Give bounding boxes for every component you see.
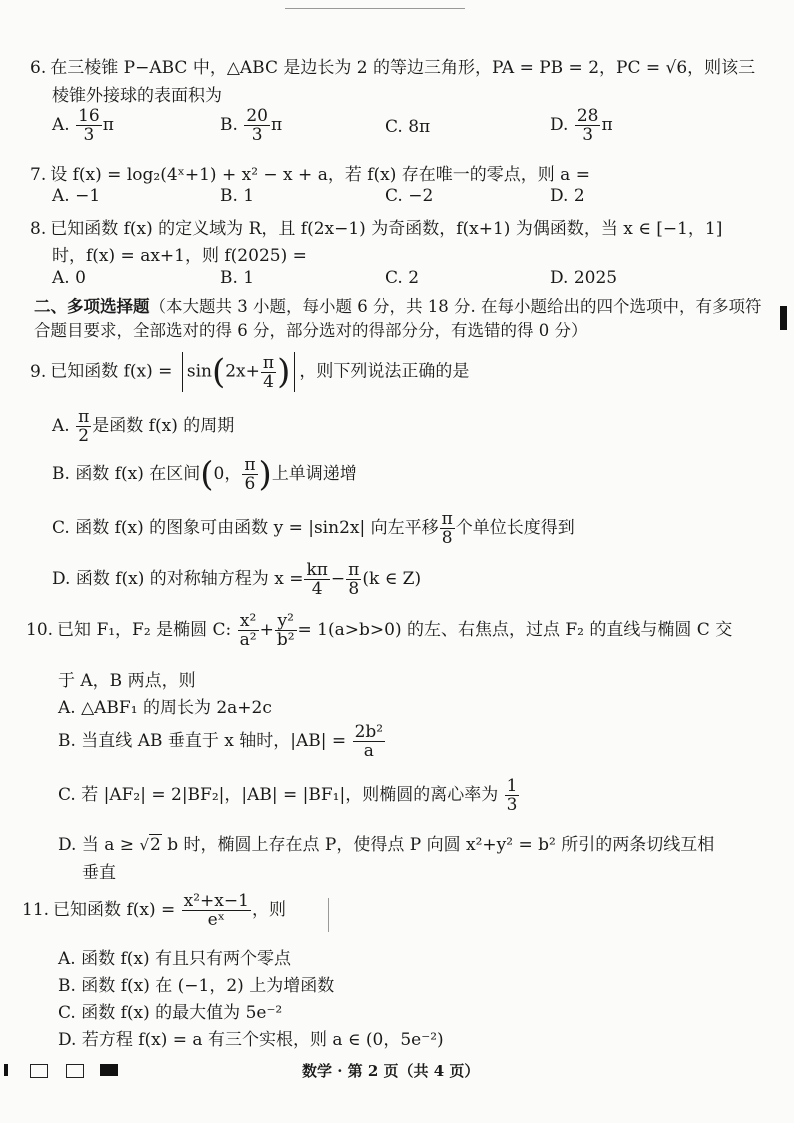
q9-d-den1: 4	[311, 579, 323, 599]
q9-option-b	[52, 456, 357, 493]
q9-option-c	[52, 510, 575, 547]
q10-c-text: C. 若 |AF₂| = 2|BF₂|，|AB| = |BF₁|，则椭圆的离心率为	[58, 785, 499, 805]
q9-option-d	[52, 561, 421, 598]
q10-stem-pre: 已知 F₁，F₂ 是椭圆 C:	[57, 620, 232, 640]
q6-c-text: 8π	[408, 117, 431, 137]
q9-stem-pre: 已知函数 f(x) =	[50, 361, 173, 382]
q8-line1	[30, 214, 722, 239]
q11-option-b: B. 函数 f(x) 在 (−1，2) 上为增函数	[58, 976, 335, 996]
q9-stem-post: ，则下列说法正确的是	[299, 361, 470, 382]
q10-c-num: 1	[506, 776, 518, 796]
q11-stem	[22, 892, 286, 929]
q10-y-fraction	[275, 612, 297, 649]
q9-d-label: D.	[52, 569, 71, 589]
q6-d-label: D.	[550, 115, 569, 135]
q9-c-fraction	[440, 510, 455, 547]
q10-plus: +	[259, 620, 274, 640]
q10-b-num: 2b²	[354, 722, 384, 742]
q6-a-label: A.	[52, 115, 70, 135]
q11-option-d: D. 若方程 f(x) = a 有三个实根，则 a ∈ (0，5e⁻²)	[58, 1030, 444, 1050]
q9-b-tail: 上单调递增	[271, 464, 357, 484]
q6-option-b	[220, 107, 282, 144]
q9-a-label: A.	[52, 416, 70, 436]
q9-sin: sin	[186, 361, 212, 382]
q9-c-text: 函数 f(x) 的图象可由函数 y = |sin2x| 向左平移	[75, 518, 439, 538]
q9-c-label: C.	[52, 518, 70, 538]
q9-b-paren-left: (	[200, 454, 214, 495]
q6-a-tail: π	[102, 115, 114, 135]
q6-option-d	[550, 107, 613, 144]
q8-stem-line2: 时，f(x) = ax+1，则 f(2025) =	[52, 246, 307, 266]
q10-b-text: B. 当直线 AB 垂直于 x 轴时，|AB| =	[58, 731, 347, 751]
q10-d-post: b 时，椭圆上存在点 P，使得点 P 向圆 x²+y² = b² 所引的两条切线互相	[161, 835, 715, 855]
q6-b-label: B.	[220, 115, 238, 135]
section-2-title: 二、多项选择题	[34, 297, 150, 316]
q11-stem-post: ，则	[251, 900, 286, 920]
q11-option-c: C. 函数 f(x) 的最大值为 5e⁻²	[58, 1003, 283, 1023]
q10-stem-line2: 于 A，B 两点，则	[58, 671, 196, 691]
q9-d-minus: −	[330, 569, 346, 589]
q9-d-text: 函数 f(x) 的对称轴方程为 x =	[75, 569, 304, 589]
q10-d-sqrt: 2	[150, 835, 161, 855]
q9-a-text: 是函数 f(x) 的周期	[92, 416, 235, 436]
q6-a-num: 16	[78, 106, 100, 126]
q6-stem-line1: 在三棱锥 P−ABC 中，△ABC 是边长为 2 的等边三角形，PA = PB = 2，PC = √6，则该三	[50, 58, 756, 78]
top-rule	[285, 8, 465, 9]
q10-b-den: a	[363, 741, 374, 761]
q6-c-label: C.	[385, 117, 403, 137]
q6-b-tail: π	[270, 115, 283, 135]
q6-option-c	[385, 117, 430, 137]
q6-b-fraction	[244, 107, 270, 144]
q8-number: 8.	[30, 219, 47, 239]
q10-number: 10.	[26, 620, 54, 640]
q10-option-c	[58, 777, 520, 814]
q9-d-tail: (k ∈ Z)	[362, 569, 422, 589]
q10-option-b	[58, 723, 386, 760]
q11-fraction	[182, 892, 251, 929]
q9-stem	[30, 352, 469, 392]
q11-denominator: eˣ	[207, 910, 225, 930]
q6-line1	[30, 53, 755, 78]
q9-d-num1: kπ	[306, 560, 328, 580]
q6-b-den: 3	[251, 125, 263, 145]
q10-stem	[26, 612, 732, 649]
q6-d-den: 3	[582, 125, 594, 145]
q7-option-d: D. 2	[550, 186, 585, 206]
q9-option-a	[52, 408, 234, 445]
q9-b-label: B.	[52, 464, 70, 484]
footer-box-2	[66, 1064, 84, 1078]
q9-c-num: π	[441, 509, 453, 529]
q10-stem-post: = 1(a>b>0) 的左、右焦点，过点 F₂ 的直线与椭圆 C 交	[297, 620, 733, 640]
q6-d-tail: π	[601, 115, 613, 135]
q9-a-fraction	[76, 408, 91, 445]
q7-stem	[30, 160, 590, 185]
q10-y2: y²	[275, 612, 297, 631]
q9-abs-right	[294, 352, 295, 392]
q9-b-paren-right: )	[258, 454, 272, 495]
footer-mark-small	[4, 1064, 8, 1076]
q6-option-a	[52, 107, 114, 144]
q8-option-b: B. 1	[220, 268, 255, 288]
section-2-header	[34, 295, 764, 343]
q8-option-a: A. 0	[52, 268, 86, 288]
margin-tick	[328, 898, 329, 932]
q6-d-fraction	[575, 107, 601, 144]
q9-d-den2: 8	[348, 579, 360, 599]
q9-four: 4	[263, 371, 274, 392]
q9-paren-right: )	[277, 352, 291, 392]
footer-box-1	[30, 1064, 48, 1078]
q7-option-b: B. 1	[220, 186, 255, 206]
q7-stem-text: 设 f(x) = log₂(4ˣ+1) + x² − x + a，若 f(x) 存在唯一的零点，则 a =	[50, 165, 590, 185]
q10-option-a: A. △ABF₁ 的周长为 2a+2c	[58, 698, 272, 718]
q11-option-a: A. 函数 f(x) 有且只有两个零点	[58, 949, 292, 969]
q10-option-d: D. 当 a ≥ √2 b 时，椭圆上存在点 P，使得点 P 向圆 x²+y² = b² 所引的两条切线互相	[58, 835, 715, 855]
q9-number: 9.	[30, 361, 47, 382]
q10-a2: a²	[239, 630, 257, 650]
q10-x-fraction	[238, 612, 259, 649]
q9-a-num: π	[78, 407, 90, 427]
q9-d-fraction-1	[304, 561, 329, 598]
q11-numerator: x²+x−1	[183, 891, 249, 911]
q8-option-c: C. 2	[385, 268, 420, 288]
q6-b-num: 20	[246, 106, 268, 126]
q7-number: 7.	[30, 165, 47, 185]
q10-d-pre: D. 当 a ≥	[58, 835, 140, 855]
q9-abs-left	[182, 352, 183, 392]
q9-paren-left: (	[211, 352, 226, 392]
q9-c-tail: 个单位长度得到	[455, 518, 575, 538]
q9-d-fraction-2	[346, 561, 361, 598]
section-2-instructions: （本大题共 3 小题，每小题 6 分，共 18 分. 在每小题给出的四个选项中，有多项符合题目要求，全部选对的得 6 分，部分选对的得部分分，有选错的得 0 分）	[34, 297, 762, 340]
q9-b-den: 6	[244, 474, 256, 494]
q9-b-interval: 0，	[213, 464, 242, 484]
q9-d-num2: π	[348, 560, 360, 580]
q6-a-den: 3	[83, 125, 95, 145]
page-footer: 数学 · 第 2 页（共 4 页）	[302, 1062, 480, 1080]
q9-c-den: 8	[441, 528, 453, 548]
q8-option-d: D. 2025	[550, 268, 618, 288]
q6-a-fraction	[76, 107, 102, 144]
q9-pi: π	[262, 352, 275, 373]
q11-stem-pre: 已知函数 f(x) =	[53, 900, 176, 920]
q9-b-text: 函数 f(x) 在区间	[75, 464, 201, 484]
q10-d-line2: 垂直	[82, 863, 116, 883]
q10-c-den: 3	[506, 795, 518, 815]
q9-b-num: π	[244, 455, 256, 475]
margin-mark	[780, 306, 787, 330]
q10-c-fraction	[505, 777, 520, 814]
q11-number: 11.	[22, 900, 50, 920]
q9-b-fraction	[242, 456, 257, 493]
q9-arg: 2x+	[225, 361, 260, 382]
q10-b2: b²	[276, 630, 295, 650]
footer-box-filled	[100, 1064, 118, 1076]
q9-fraction	[261, 354, 276, 391]
q6-stem-line2: 棱锥外接球的表面积为	[52, 86, 222, 106]
q6-d-num: 28	[576, 106, 599, 126]
q10-b-fraction	[353, 723, 386, 760]
q6-number: 6.	[30, 58, 47, 78]
q7-option-c: C. −2	[385, 186, 434, 206]
q7-option-a: A. −1	[52, 186, 101, 206]
q10-x2: x²	[238, 612, 259, 631]
q9-a-den: 2	[78, 426, 90, 446]
q8-stem-line1: 已知函数 f(x) 的定义域为 R，且 f(2x−1) 为奇函数，f(x+1) 为偶函数，当 x ∈ [−1，1]	[50, 219, 723, 239]
